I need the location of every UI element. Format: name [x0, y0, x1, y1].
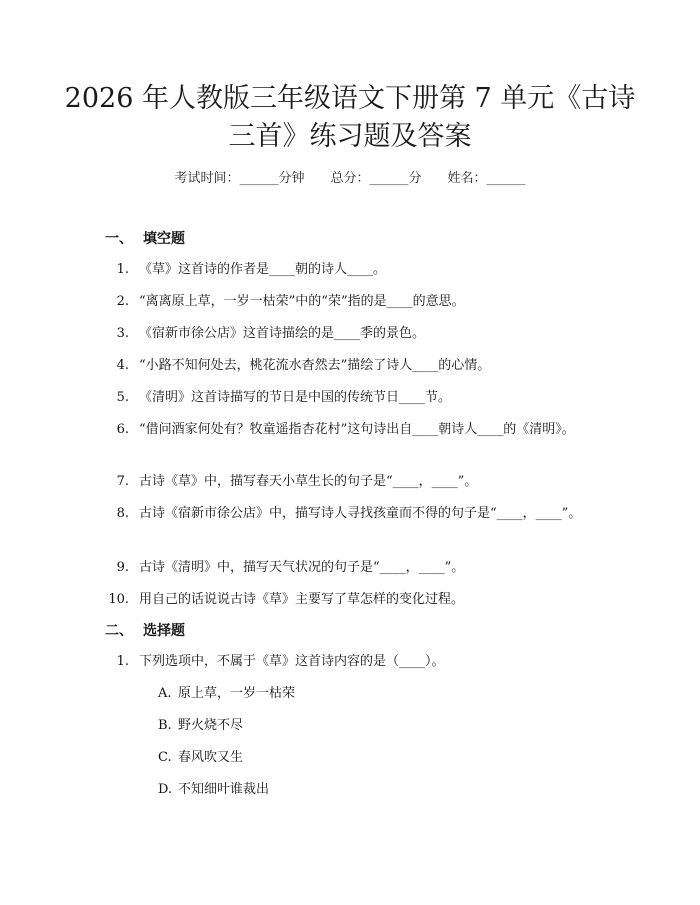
question-item	[105, 651, 605, 673]
question-number: 1.	[116, 654, 129, 669]
section-heading-fill-blank	[105, 229, 185, 249]
question-item	[105, 387, 605, 409]
question-number: 6.	[116, 422, 129, 437]
question-number: 1.	[116, 262, 129, 277]
question-text: 《宿新市徐公店》这首诗描绘的是____季的景色。	[139, 326, 426, 341]
section-number: 二、	[105, 623, 133, 639]
section-title: 填空题	[143, 231, 185, 247]
section-heading-multiple-choice	[105, 621, 185, 641]
question-item	[105, 471, 605, 493]
exam-time: 考试时间：______分钟	[174, 171, 305, 186]
option-c	[158, 748, 243, 768]
page-title: 2026 年人教版三年级语文下册第 7 单元《古诗三首》练习题及答案	[64, 83, 636, 152]
question-text: “借问酒家何处有？牧童遥指杏花村”这句诗出自____朝诗人____的《清明》。	[139, 422, 575, 437]
question-number: 9.	[116, 560, 129, 575]
question-text: 古诗《草》中，描写春天小草生长的句子是“____，____”。	[139, 474, 478, 489]
option-a	[158, 684, 295, 704]
question-number: 10.	[108, 592, 129, 607]
question-text: 《清明》这首诗描写的节日是中国的传统节日____节。	[139, 390, 452, 405]
exam-meta	[0, 170, 700, 188]
section-title: 选择题	[143, 623, 185, 639]
option-d	[158, 780, 269, 800]
option-text: 不知细叶谁裁出	[178, 782, 270, 797]
question-item	[105, 419, 605, 441]
option-text: 原上草，一岁一枯荣	[178, 686, 296, 701]
section-number: 一、	[105, 231, 133, 247]
question-item	[105, 259, 605, 281]
question-text: “离离原上草，一岁一枯荣”中的“荣”指的是____的意思。	[139, 294, 465, 309]
question-text: 古诗《宿新市徐公店》中，描写诗人寻找孩童而不得的句子是“____，____”。	[139, 506, 582, 521]
question-text: 用自己的话说说古诗《草》主要写了草怎样的变化过程。	[139, 592, 465, 607]
option-letter: D.	[158, 782, 173, 797]
question-item	[105, 355, 605, 377]
question-text: “小路不知何处去，桃花流水杳然去”描绘了诗人____的心情。	[139, 358, 491, 373]
question-item	[105, 323, 605, 345]
option-letter: C.	[158, 750, 172, 765]
option-text: 春风吹又生	[178, 750, 244, 765]
question-number: 7.	[116, 474, 129, 489]
question-text: 下列选项中，不属于《草》这首诗内容的是（____）。	[139, 654, 445, 669]
question-number: 4.	[116, 358, 129, 373]
option-letter: B.	[158, 718, 172, 733]
question-text: 《草》这首诗的作者是____朝的诗人____。	[139, 262, 387, 277]
exam-score: 总分：______分	[330, 171, 422, 186]
exam-name: 姓名：______	[447, 171, 526, 186]
question-item	[105, 503, 605, 525]
question-number: 5.	[116, 390, 129, 405]
question-number: 3.	[116, 326, 129, 341]
question-number: 2.	[116, 294, 129, 309]
question-text: 古诗《清明》中，描写天气状况的句子是“____，____”。	[139, 560, 465, 575]
question-item	[105, 291, 605, 313]
option-b	[158, 716, 243, 736]
option-letter: A.	[158, 686, 172, 701]
question-item	[105, 589, 605, 611]
question-item	[105, 557, 605, 579]
option-text: 野火烧不尽	[178, 718, 244, 733]
question-number: 8.	[116, 506, 129, 521]
